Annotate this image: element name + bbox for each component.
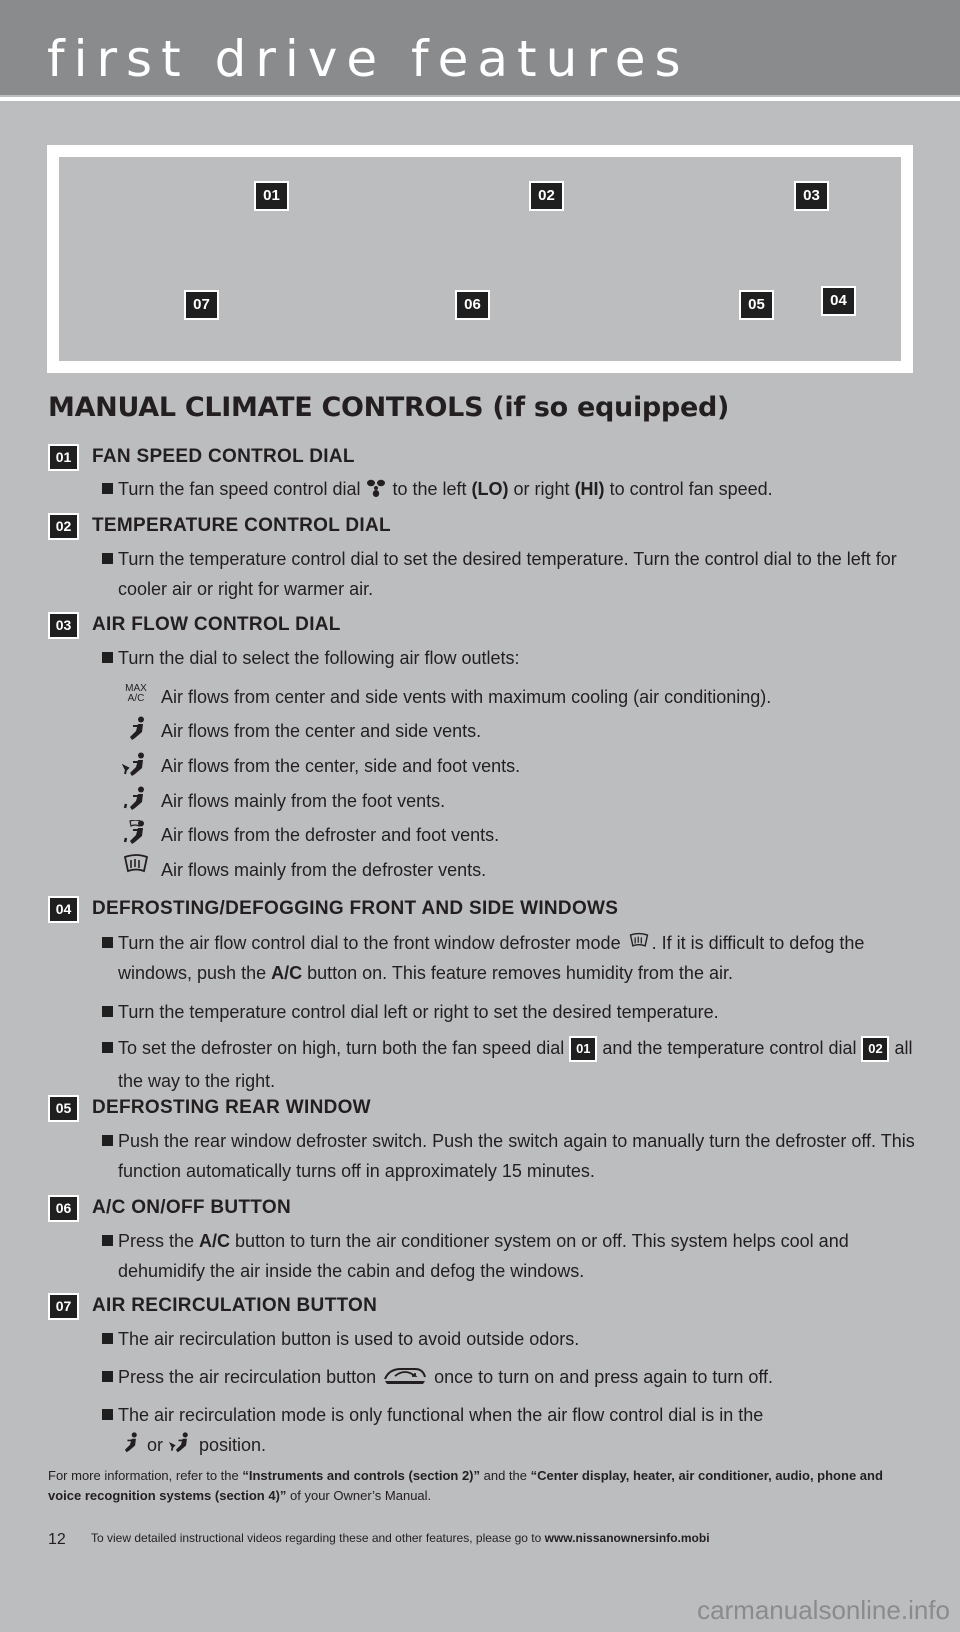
item-number: 07 — [48, 1293, 79, 1320]
bullet-icon — [102, 1235, 113, 1246]
bullet-icon — [102, 483, 113, 494]
vent-mode-icon — [118, 1432, 142, 1454]
item-text: Turn the temperature control dial to set the desired temperature. Turn the control dial to the left for cooler air or right for warmer air. — [118, 549, 897, 599]
item-text: Turn the temperature control dial left or right to set the desired temperature. — [118, 1002, 719, 1022]
air-mode-text: Air flows mainly from the defroster vents. — [161, 860, 487, 880]
bi-level-mode-icon — [168, 1432, 194, 1454]
callout-01: 01 — [254, 181, 289, 211]
callout-06: 06 — [455, 290, 490, 320]
foot-mode-icon — [122, 786, 150, 812]
item-heading: FAN SPEED CONTROL DIAL — [92, 446, 355, 467]
bullet-icon — [102, 1333, 113, 1344]
air-mode-text: Air flows from the defroster and foot vents. — [161, 825, 500, 845]
item-text: Push the rear window defroster switch. Push the switch again to manually turn the defroster off. This function automatically turns off in approximately 15 minutes. — [118, 1131, 915, 1181]
climate-panel-image — [59, 157, 901, 361]
page-number: 12 — [48, 1531, 66, 1548]
max-ac-icon — [122, 684, 150, 710]
item-text: Press the A/C button to turn the air conditioner system on or off. This system helps cool and dehumidify the air inside the cabin and defog the windows. — [118, 1231, 849, 1281]
section-title: MANUAL CLIMATE CONTROLS (if so equipped) — [48, 392, 730, 423]
item-number: 04 — [48, 896, 79, 923]
item-text: Press the air recirculation button once to turn on and press again to turn off. — [118, 1367, 774, 1387]
page-header — [0, 0, 960, 95]
air-mode-text: Air flows from the center and side vents. — [161, 721, 482, 741]
footer-text: To view detailed instructional videos regarding these and other features, please go to www.nissanownersinfo.mobi — [91, 1531, 710, 1545]
bullet-icon — [102, 652, 113, 663]
defrost-foot-mode-icon — [122, 820, 150, 846]
item-number: 05 — [48, 1095, 79, 1122]
climate-panel-image-frame — [47, 145, 913, 373]
item-number: 03 — [48, 612, 79, 639]
item-heading: TEMPERATURE CONTROL DIAL — [92, 515, 391, 536]
footer-link[interactable]: www.nissanownersinfo.mobi — [544, 1531, 710, 1545]
air-mode-text: Air flows from center and side vents with maximum cooling (air conditioning). — [161, 687, 772, 707]
item-heading: DEFROSTING/DEFOGGING FRONT AND SIDE WINDOWS — [92, 898, 619, 919]
vent-mode-icon — [122, 716, 150, 742]
bullet-icon — [102, 1135, 113, 1146]
item-heading: DEFROSTING REAR WINDOW — [92, 1097, 371, 1118]
item-text: Turn the fan speed control dial to the left (LO) or right (HI) to control fan speed. — [118, 479, 773, 499]
item-number: 01 — [48, 444, 79, 471]
bullet-icon — [102, 937, 113, 948]
fan-icon — [365, 479, 387, 497]
air-mode-text: Air flows mainly from the foot vents. — [161, 791, 446, 811]
bullet-icon — [102, 553, 113, 564]
max-ac-label-top: MAX — [125, 683, 147, 694]
bullet-icon — [102, 1371, 113, 1382]
recirculation-icon — [381, 1365, 429, 1387]
air-mode-text: Air flows from the center, side and foot vents. — [161, 756, 521, 776]
item-text: The air recirculation button is used to avoid outside odors. — [118, 1329, 580, 1349]
callout-05: 05 — [739, 290, 774, 320]
bullet-icon — [102, 1006, 113, 1017]
watermark: carmanualsonline.info — [697, 1595, 950, 1625]
callout-02: 02 — [529, 181, 564, 211]
page-title: first drive features — [47, 30, 690, 88]
item-heading: AIR FLOW CONTROL DIAL — [92, 614, 341, 635]
item-text: Turn the dial to select the following air flow outlets: — [118, 648, 520, 668]
defrost-mode-icon — [122, 853, 150, 879]
footnote: For more information, refer to the “Instruments and controls (section 2)” and the “Center display, heater, air conditioner, audio, phone and voice recognition systems (section 4)” of your Owner’s Manual. — [48, 1468, 883, 1503]
callout-07: 07 — [184, 290, 219, 320]
bullet-icon — [102, 1409, 113, 1420]
callout-03: 03 — [794, 181, 829, 211]
item-text: To set the defroster on high, turn both the fan speed dial 01 and the temperature control dial 02 all the way to the right. — [118, 1038, 913, 1091]
item-number: 06 — [48, 1195, 79, 1222]
bi-level-mode-icon — [122, 752, 150, 778]
bullet-icon — [102, 1042, 113, 1053]
max-ac-label-bottom: A/C — [127, 693, 145, 704]
inline-callout-02: 02 — [861, 1036, 889, 1062]
header-divider — [0, 97, 960, 101]
item-text: Turn the air flow control dial to the front window defroster mode . If it is difficult to defog the windows, push the A/C button on. This feature removes humidity from the air. — [118, 933, 865, 983]
inline-callout-01: 01 — [569, 1036, 597, 1062]
callout-04: 04 — [821, 286, 856, 316]
item-text: The air recirculation mode is only functional when the air flow control dial is in the or position. — [118, 1405, 764, 1455]
item-heading: A/C ON/OFF BUTTON — [92, 1197, 291, 1218]
item-heading: AIR RECIRCULATION BUTTON — [92, 1295, 378, 1316]
defrost-icon — [626, 932, 652, 952]
item-number: 02 — [48, 513, 79, 540]
